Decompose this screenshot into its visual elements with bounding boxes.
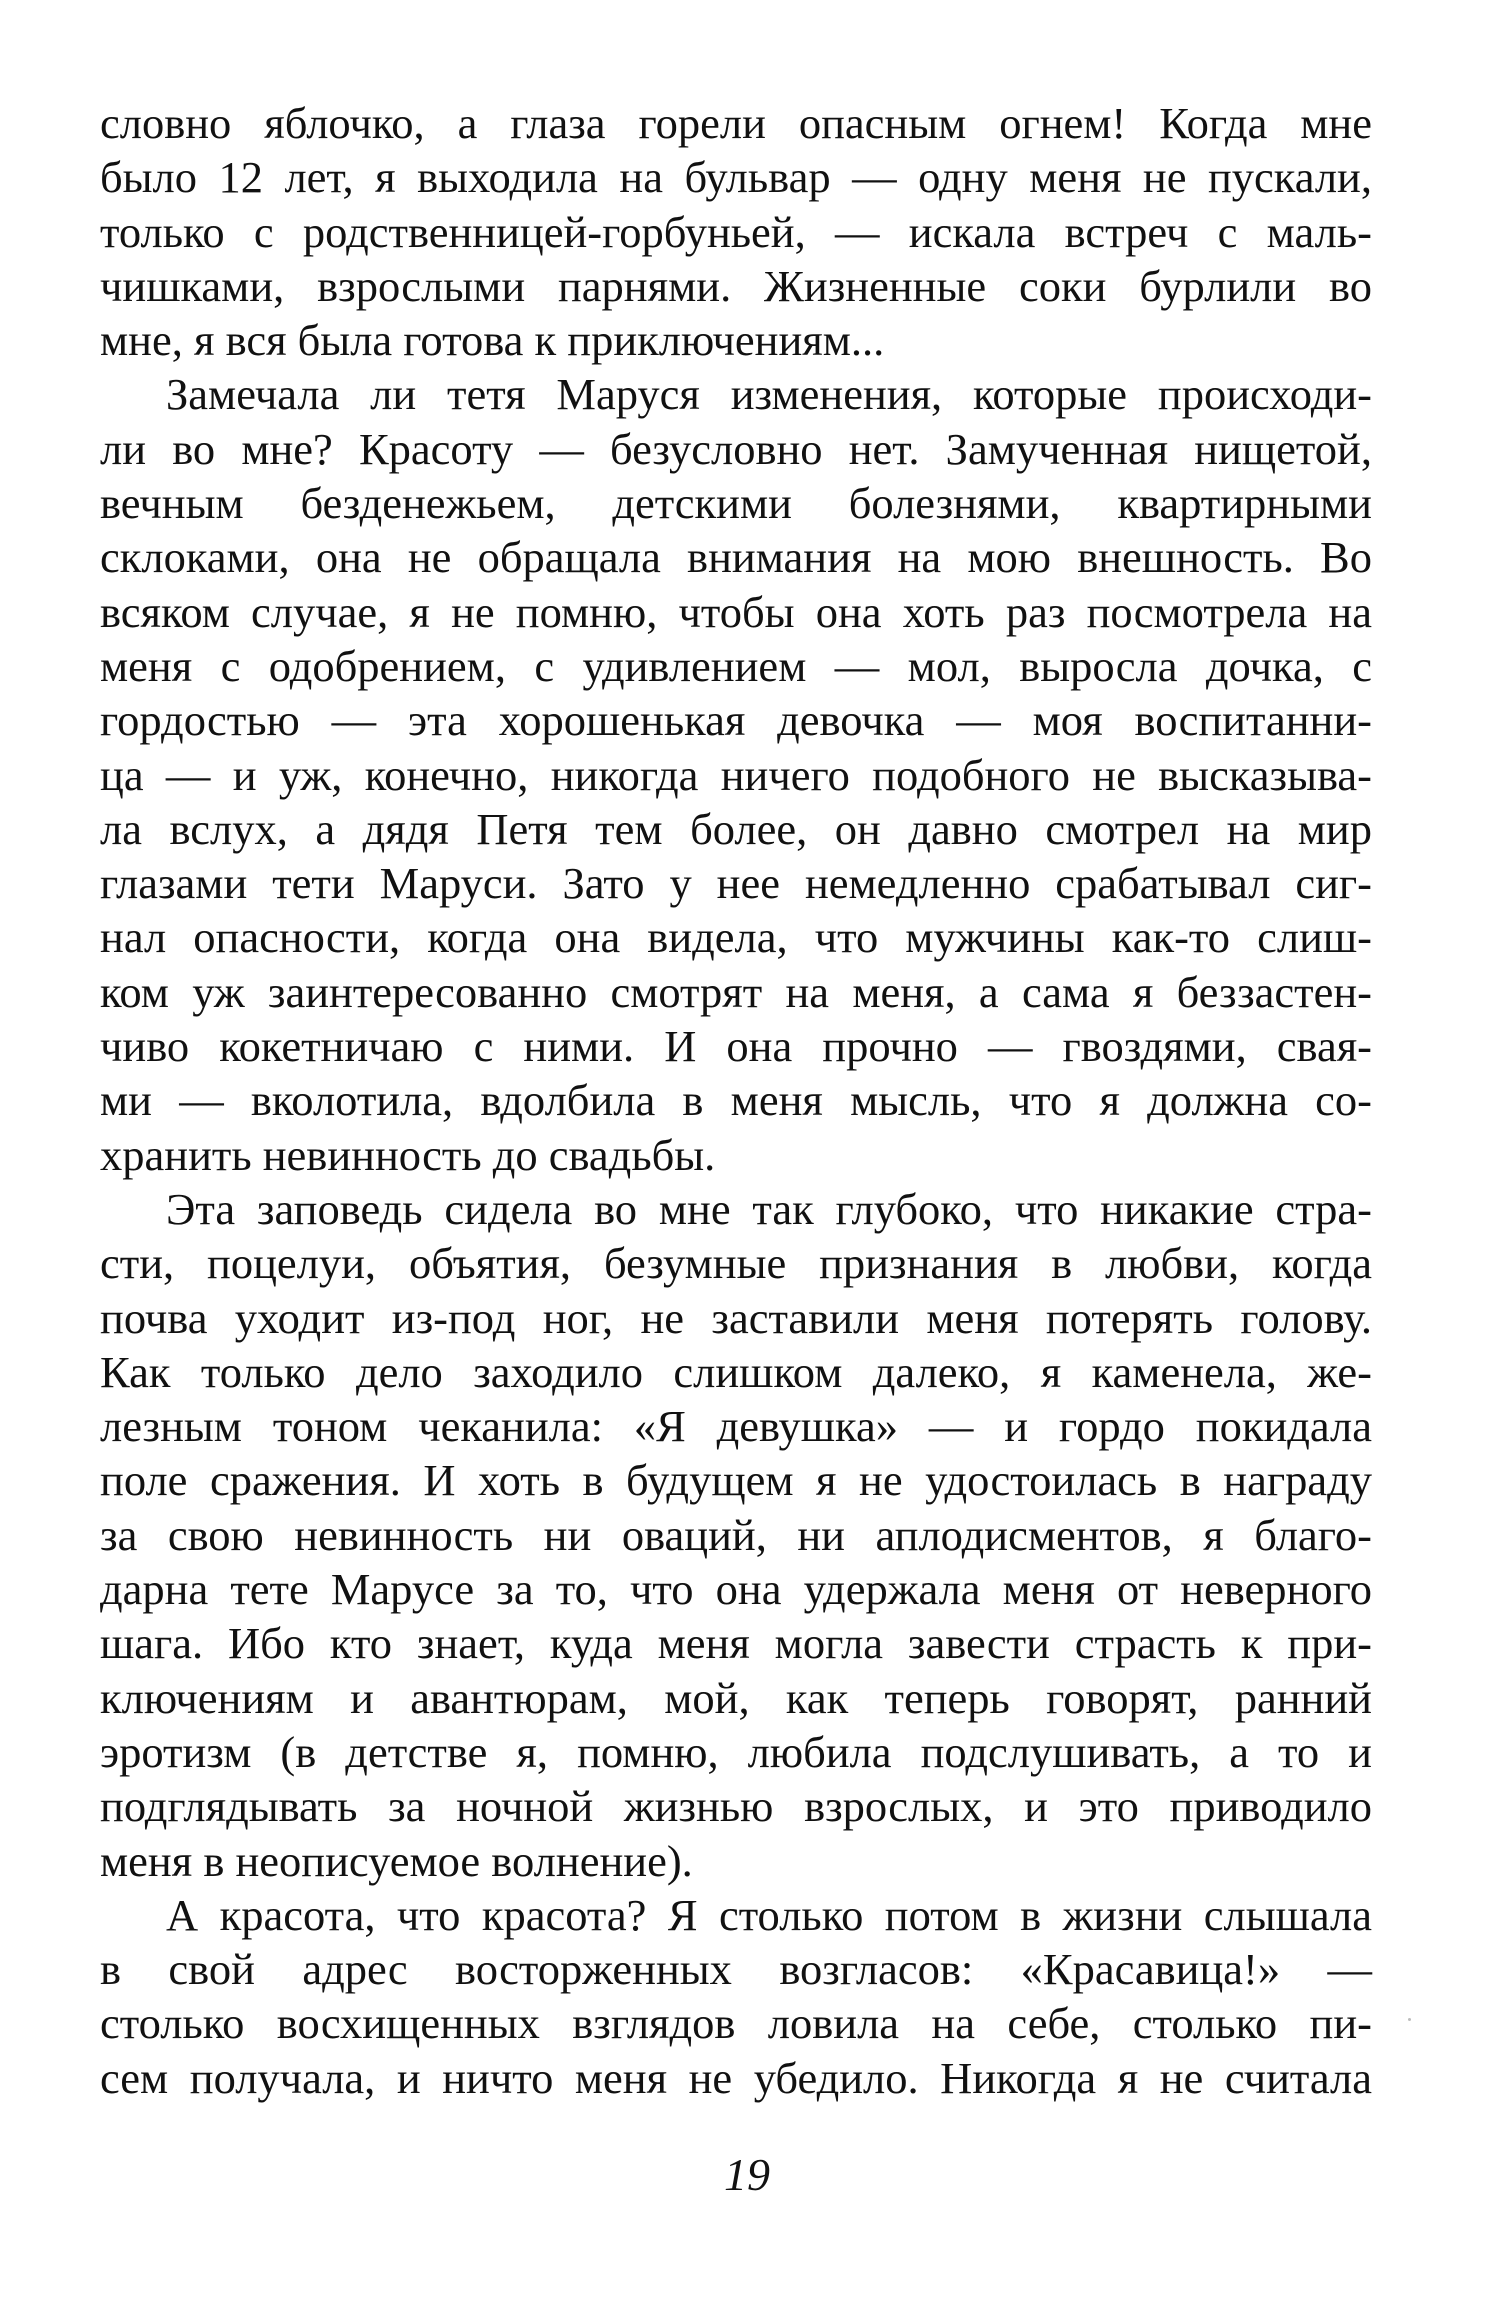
text-line: склоками, она не обращала внимания на мою внешность. Во (100, 532, 1372, 583)
text-line: ключениям и авантюрам, мой, как теперь говорят, ранний (100, 1672, 1372, 1723)
text-line: ли во мне? Красоту — безусловно нет. Замученная нищетой, (100, 423, 1372, 474)
text-line: гордостью — эта хорошенькая девочка — моя воспитанни- (100, 695, 1372, 746)
text-line: хранить невинность до свадьбы. (100, 1129, 716, 1180)
text-line: меня в неописуемое волнение). (100, 1835, 693, 1886)
text-line: всяком случае, я не помню, чтобы она хоть раз посмотрела на (100, 586, 1372, 637)
text-line: нал опасности, когда она видела, что мужчины как-то слиш- (100, 912, 1372, 963)
text-line: подглядывать за ночной жизнью взрослых, и это приводило (100, 1781, 1372, 1832)
text-line: поле сражения. И хоть в будущем я не удостоилась в награду (100, 1455, 1372, 1506)
text-line: мне, я вся была готова к приключениям... (100, 315, 885, 366)
text-line: ком уж заинтересованно смотрят на меня, а сама я беззастен- (100, 966, 1372, 1017)
text-line: чиво кокетничаю с ними. И она прочно — гвоздями, свая- (100, 1021, 1372, 1072)
paragraph (100, 367, 1372, 1181)
text-line: сти, поцелуи, объятия, безумные признания в любви, когда (100, 1238, 1372, 1289)
text-line: Эта заповедь сидела во мне так глубоко, что никакие стра- (166, 1183, 1372, 1234)
text-line: лезным тоном чеканила: «Я девушка» — и гордо покидала (100, 1401, 1372, 1452)
book-page-text (100, 96, 1372, 2105)
text-line: ми — вколотила, вдолбила в меня мысль, что я должна со- (100, 1075, 1372, 1126)
scan-speck (1408, 2018, 1411, 2021)
text-line: ла вслух, а дядя Петя тем более, он давно смотрел на мир (100, 803, 1372, 854)
text-line: словно яблочко, а глаза горели опасным огнем! Когда мне (100, 98, 1372, 148)
text-line: почва уходит из-под ног, не заставили меня потерять голову. (100, 1292, 1372, 1343)
text-line: эротизм (в детстве я, помню, любила подслушивать, а то и (100, 1726, 1372, 1777)
text-line: меня с одобрением, с удивлением — мол, выросла дочка, с (100, 640, 1372, 691)
page-number: 19 (724, 2149, 770, 2200)
text-line: сем получала, и ничто меня не убедило. Никогда я не считала (100, 2052, 1372, 2103)
text-line: за свою невинность ни оваций, ни аплодисментов, я благо- (100, 1509, 1372, 1560)
text-line: ца — и уж, конечно, никогда ничего подобного не высказыва- (100, 749, 1372, 800)
text-line: шага. Ибо кто знает, куда меня могла завести страсть к при- (100, 1618, 1372, 1669)
text-line: вечным безденежьем, детскими болезнями, квартирными (100, 478, 1372, 529)
text-line: чишками, взрослыми парнями. Жизненные соки бурлили во (100, 260, 1372, 311)
text-line: глазами тети Маруси. Зато у нее немедленно срабатывал сиг- (100, 858, 1372, 909)
text-line: дарна тете Марусе за то, что она удержала меня от неверного (100, 1564, 1372, 1615)
text-line: только с родственницей-горбуньей, — искала встреч с маль- (100, 206, 1372, 257)
text-line: столько восхищенных взглядов ловила на себе, столько пи- (100, 1998, 1372, 2049)
paragraph (100, 96, 1372, 367)
text-line: Как только дело заходило слишком далеко, я каменела, же- (100, 1346, 1372, 1397)
text-line: в свой адрес восторженных возгласов: «Красавица!» — (100, 1944, 1372, 1995)
paragraph (100, 1182, 1372, 1888)
paragraph (100, 1888, 1372, 2105)
text-line: было 12 лет, я выходила на бульвар — одну меня не пускали, (100, 152, 1372, 203)
text-line: А красота, что красота? Я столько потом в жизни слышала (166, 1889, 1372, 1940)
text-line: Замечала ли тетя Маруся изменения, которые происходи- (166, 369, 1372, 420)
